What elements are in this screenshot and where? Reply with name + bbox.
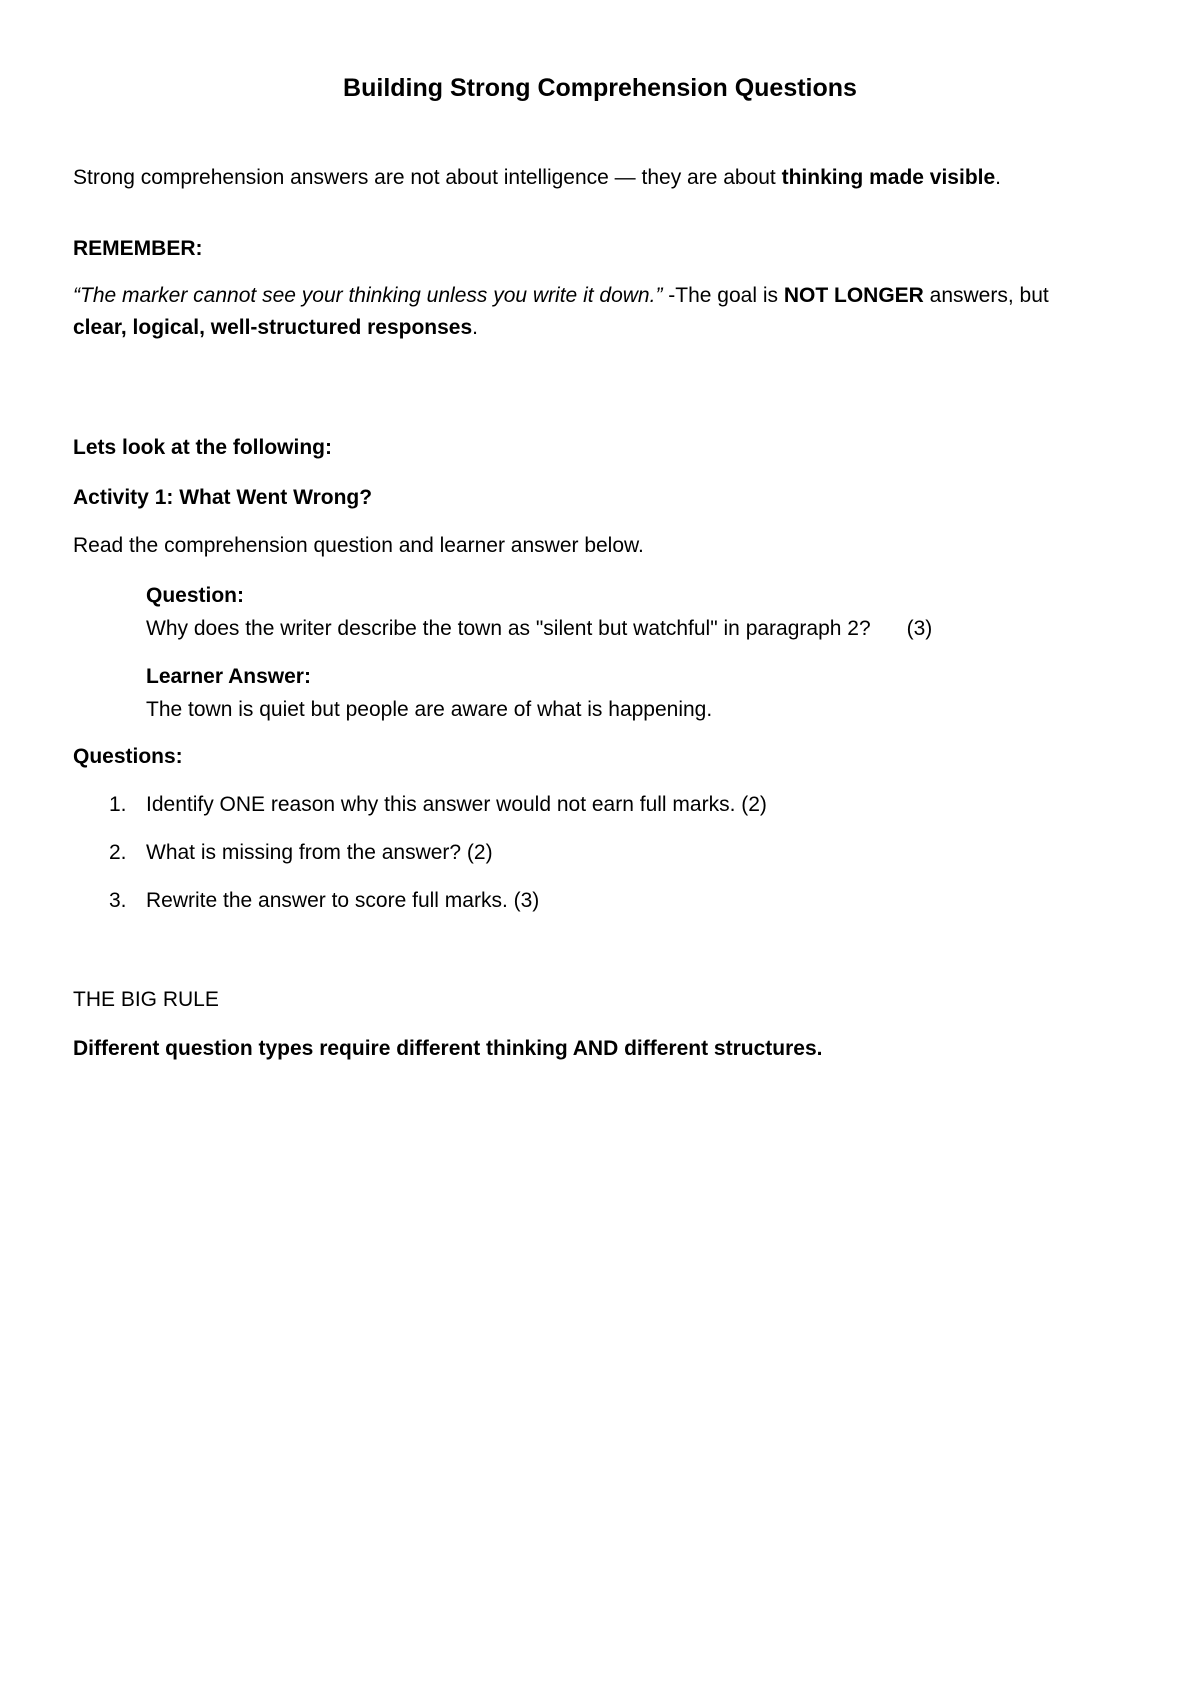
learner-answer-label: Learner Answer:: [146, 665, 311, 688]
learner-answer-text: The town is quiet but people are aware of what is happening.: [146, 698, 713, 721]
intro-paragraph: [73, 162, 1073, 194]
remember-text-2: answers, but: [923, 284, 1049, 307]
remember-quote: “The marker cannot see your thinking unless you write it down.”: [73, 284, 663, 307]
remember-paragraph: [73, 280, 1073, 344]
list-item-number: 1.: [109, 793, 127, 816]
question-marks: (3): [906, 617, 933, 640]
activity-heading: Activity 1: What Went Wrong?: [73, 486, 373, 509]
question-label: Question:: [146, 584, 244, 607]
lets-look-heading: Lets look at the following:: [73, 436, 332, 459]
list-item-text: Identify ONE reason why this answer would not earn full marks. (2): [146, 793, 767, 816]
big-rule-text: Different question types require different thinking AND different structures.: [73, 1037, 823, 1060]
page-title: Building Strong Comprehension Questions: [343, 74, 857, 102]
remember-heading: REMEMBER:: [73, 237, 203, 260]
list-item-number: 2.: [109, 841, 127, 864]
intro-text: Strong comprehension answers are not about intelligence — they are about: [73, 166, 782, 189]
activity-instruction: Read the comprehension question and learner answer below.: [73, 534, 644, 557]
intro-bold-phrase: thinking made visible: [781, 166, 996, 189]
list-item-number: 3.: [109, 889, 127, 912]
questions-heading: Questions:: [73, 745, 183, 768]
big-rule-heading: THE BIG RULE: [73, 988, 219, 1011]
remember-text-3: .: [472, 316, 478, 339]
list-item-text: Rewrite the answer to score full marks. (3): [146, 889, 540, 912]
remember-bold-1: NOT LONGER: [783, 284, 924, 307]
question-text: Why does the writer describe the town as "silent but watchful" in paragraph 2?: [146, 617, 871, 640]
question-line: [146, 612, 1086, 646]
intro-text-end: .: [995, 166, 1002, 189]
remember-bold-2: clear, logical, well-structured responses: [73, 316, 473, 339]
remember-text-1: -The goal is: [662, 284, 784, 307]
list-item-text: What is missing from the answer? (2): [146, 841, 493, 864]
